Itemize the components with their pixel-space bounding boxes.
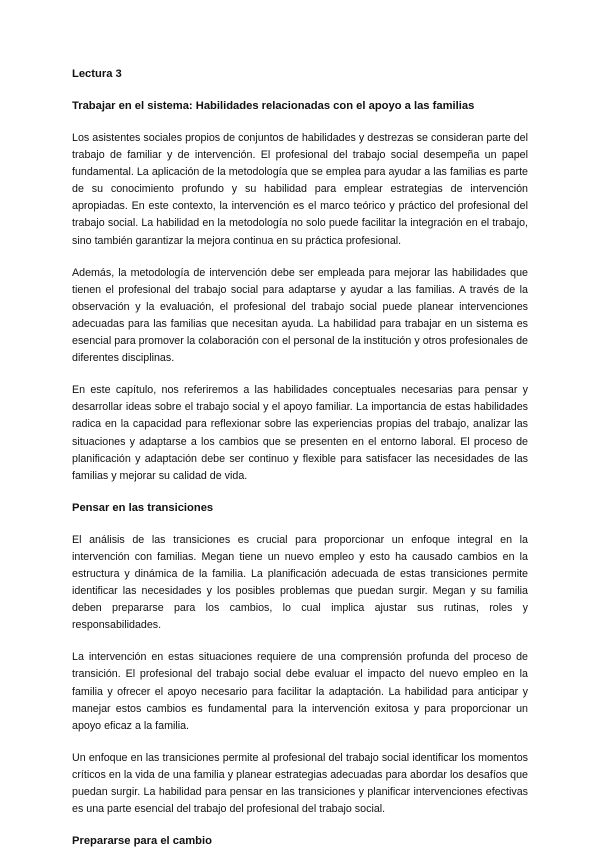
paragraph-transiciones-1: El análisis de las transiciones es crucial para proporcionar un enfoque integral en la intervención con familias. Megan tiene un nuevo empleo y esto ha causado cambios en la estructura y dinámica de la familia. La planificación adecuada de estas transiciones permite identificar las necesidades y los posibles problemas que puedan surgir. Megan y su familia deben prepararse para los cambios, lo cual implica ajustar sus rutinas, roles y responsabilidades. bbox=[72, 533, 528, 632]
document-body bbox=[72, 66, 528, 865]
section-heading-transiciones: Pensar en las transiciones bbox=[72, 501, 214, 514]
document-title: Trabajar en el sistema: Habilidades relacionadas con el apoyo a las familias bbox=[72, 100, 475, 112]
paragraph-intro-1: Los asistentes sociales propios de conjuntos de habilidades y destrezas se consideran parte del trabajo de familiar y de intervención. El profesional del trabajo social desempeña un papel fundamental. La aplicación de la metodología que se emplea para ayudar a las familias es parte de su conocimiento profundo y su habilidad para emplear estrategias de intervención apropiadas. En este contexto, la intervención es el marco teórico y práctico del profesional del trabajo social. La habilidad en la metodología no solo puede facilitar la integración en el trabajo, sino también garantizar la mejora continua en su práctica profesional. bbox=[72, 132, 528, 247]
paragraph-intro-3: En este capítulo, nos referiremos a las habilidades conceptuales necesarias para pensar y desarrollar ideas sobre el trabajo social y el apoyo familiar. La importancia de estas habilidades radica en la capacidad para reflexionar sobre las experiencias propias del trabajo, analizar las situaciones y adaptarse a los cambios que se presenten en el entorno laboral. El proceso de planificación y adaptación debe ser continuo y flexible para satisfacer las necesidades de las familias y mejorar su calidad de vida. bbox=[72, 384, 528, 482]
paragraph-intro-2: Además, la metodología de intervención debe ser empleada para mejorar las habilidades que tienen el profesional del trabajo social para adaptarse y ayudar a las familias. A través de la observación y la evaluación, el profesional del trabajo social puede planear intervenciones adecuadas para las familias que necesitan ayuda. La habilidad para trabajar en un sistema es esencial para promover la colaboración con el personal de la institución y otros profesionales de diferentes disciplinas. bbox=[72, 266, 528, 365]
paragraph-transiciones-3: Un enfoque en las transiciones permite al profesional del trabajo social identificar los momentos críticos en la vida de una familia y planear estrategias adecuadas para abordar los desafíos que puedan surgir. La habilidad para pensar en las transiciones y planificar intervenciones efectivas es una parte esencial del trabajo del profesional del trabajo social. bbox=[72, 751, 528, 816]
paragraph-transiciones-2: La intervención en estas situaciones requiere de una comprensión profunda del proceso de transición. El profesional del trabajo social debe evaluar el impacto del nuevo empleo en la familia y ofrecer el apoyo necesario para facilitar la adaptación. La habilidad para anticipar y manejar estos cambios es fundamental para la intervención exitosa y para proporcionar un apoyo eficaz a la familia. bbox=[72, 651, 528, 732]
reading-label: Lectura 3 bbox=[72, 68, 122, 80]
section-heading-cambio: Prepararse para el cambio bbox=[72, 835, 212, 848]
